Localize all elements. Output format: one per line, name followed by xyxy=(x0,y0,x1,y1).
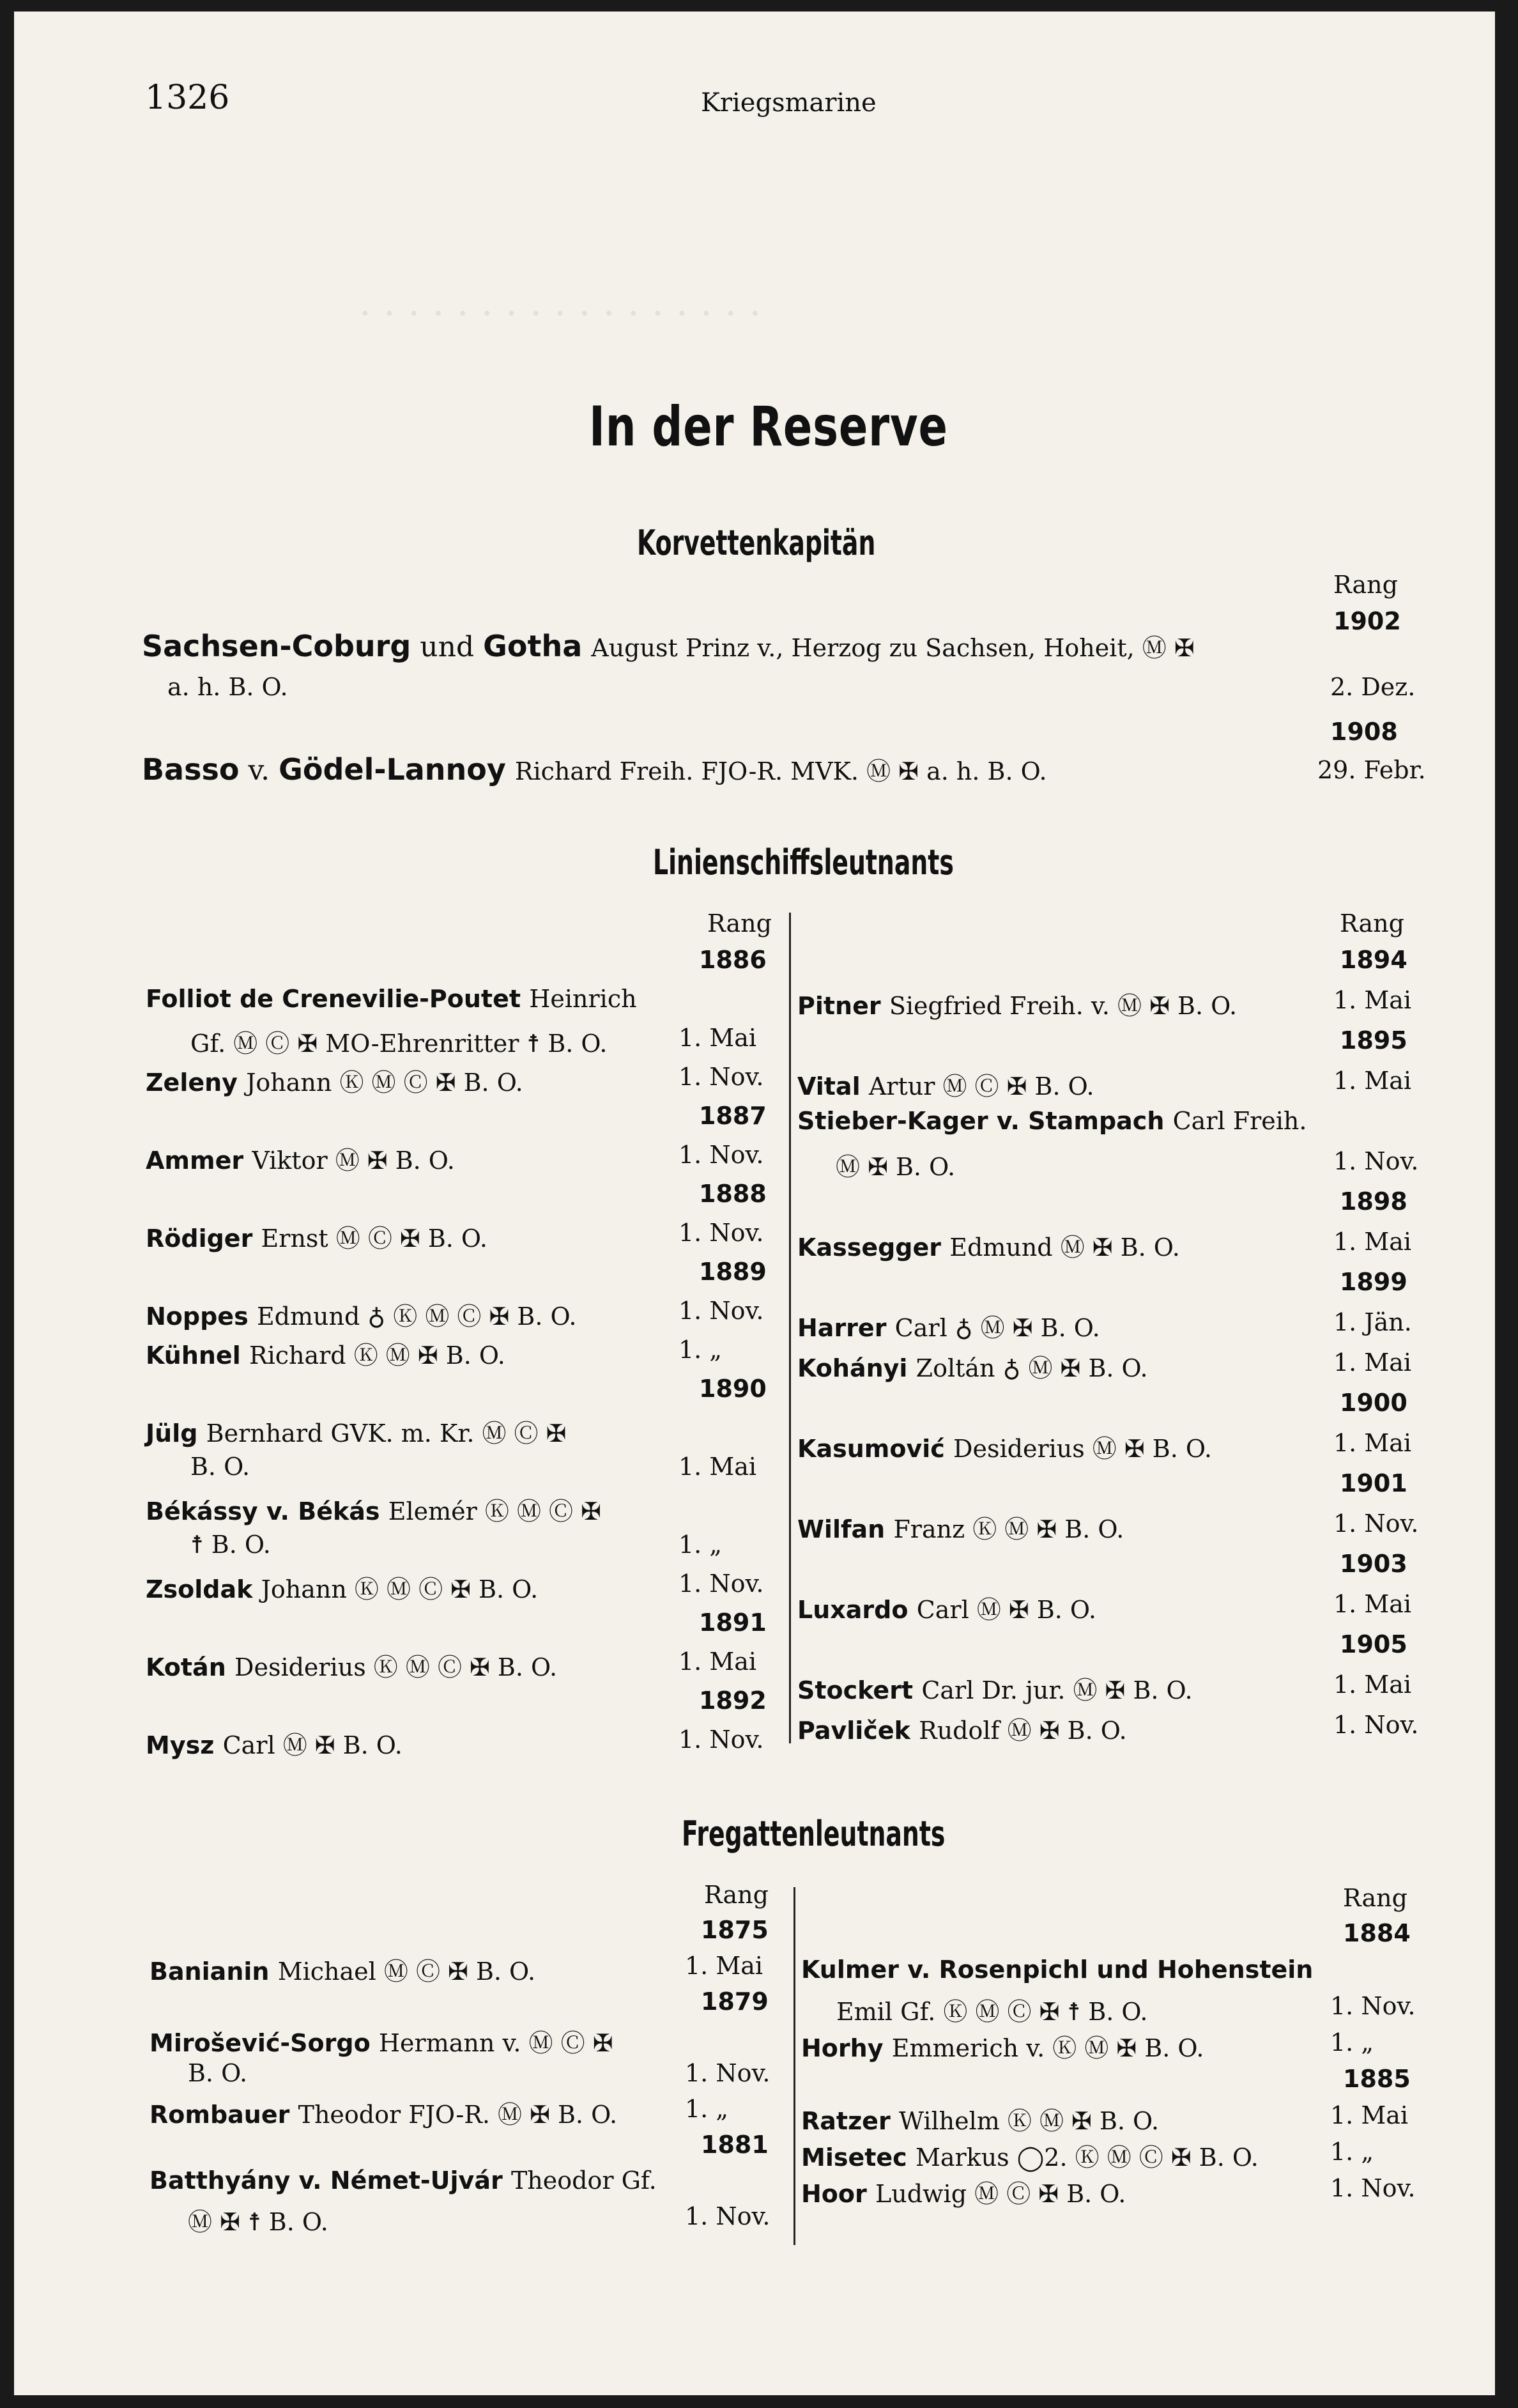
officer-entry xyxy=(797,1067,1094,1102)
officer-name: Kohányi xyxy=(797,1354,916,1382)
rank-date: 1. Mai xyxy=(678,1453,757,1481)
officer-details: Gf. Ⓜ Ⓒ ✠ MO-Ehrenritter ☨ B. O. xyxy=(190,1030,608,1058)
rank-date: 1. Mai xyxy=(1333,1067,1412,1095)
column-divider xyxy=(789,913,791,1743)
rank-date: 1. Mai xyxy=(685,1952,763,1980)
rank-date: 1. Nov. xyxy=(685,2202,770,2230)
rank-date: 1. Nov. xyxy=(678,1219,764,1247)
entry-name: Sachsen-Coburg xyxy=(142,629,411,663)
officer-entry xyxy=(801,1956,1313,1984)
officer-name: Zeleny xyxy=(146,1069,247,1097)
officer-name: Kulmer v. Rosenpichl und Hohenstein xyxy=(801,1956,1314,1984)
officer-name: Noppes xyxy=(146,1302,257,1331)
entry-continuation xyxy=(190,1453,250,1481)
officer-entry xyxy=(797,1590,1096,1625)
officer-name: Kotán xyxy=(146,1653,234,1681)
linien-heading: Linienschiffsleutnants xyxy=(653,842,954,883)
officer-name: Folliot de Crenevilie-Poutet xyxy=(146,985,530,1013)
officer-name: Horhy xyxy=(801,2034,892,2062)
officer-details: Theodor Gf. xyxy=(510,2166,657,2195)
officer-name: Harrer xyxy=(797,1314,895,1342)
rank-date: 1. Mai xyxy=(1330,2101,1409,2129)
rang-label-left: Rang xyxy=(704,1881,769,1909)
rang-label: Rang xyxy=(1333,571,1398,599)
officer-details: Ludwig Ⓜ Ⓒ ✠ B. O. xyxy=(875,2180,1126,2208)
fregatten-heading: Fregattenleutnants xyxy=(682,1814,946,1854)
korvetten-heading: Korvettenkapitän xyxy=(637,523,876,563)
officer-details: Edmund Ⓜ ✠ B. O. xyxy=(949,1233,1180,1262)
korvetten-entry-2-date: 29. Febr. xyxy=(1317,756,1426,784)
officer-details: Ⓜ ✠ B. O. xyxy=(836,1153,956,1181)
rank-year: 1875 xyxy=(701,1916,769,1944)
officer-name: Rödiger xyxy=(146,1224,261,1253)
entry-und: und xyxy=(420,631,475,663)
rank-date: 1. Nov. xyxy=(1330,1992,1416,2020)
officer-entry xyxy=(801,2138,1259,2173)
running-title: Kriegsmarine xyxy=(701,88,877,118)
rank-year: 1888 xyxy=(699,1180,767,1208)
rank-year: 1908 xyxy=(1330,718,1398,746)
rank-date: 1. Mai xyxy=(1333,1228,1412,1256)
officer-entry xyxy=(146,1219,487,1254)
entry-name: Basso xyxy=(142,752,240,787)
column-divider xyxy=(793,1887,795,2245)
officer-details: Bernhard GVK. m. Kr. Ⓜ Ⓒ ✠ xyxy=(206,1419,567,1447)
officer-entry xyxy=(797,1228,1180,1263)
officer-details: Ernst Ⓜ Ⓒ ✠ B. O. xyxy=(261,1224,487,1253)
officer-name: Mysz xyxy=(146,1731,223,1759)
rank-year: 1885 xyxy=(1343,2065,1411,2093)
korvetten-entry-1-line2: a. h. B. O. xyxy=(167,673,288,701)
officer-details: Heinrich xyxy=(529,985,637,1013)
rank-date: 1. Nov. xyxy=(1333,1509,1419,1538)
officer-entry xyxy=(146,1570,538,1605)
rank-year: 1884 xyxy=(1343,1919,1411,1947)
officer-details: Rudolf Ⓜ ✠ B. O. xyxy=(919,1717,1127,1745)
officer-details: Desiderius Ⓜ ✠ B. O. xyxy=(953,1435,1212,1463)
officer-entry xyxy=(146,1063,523,1098)
officer-details: Carl ♁ Ⓜ ✠ B. O. xyxy=(894,1314,1100,1342)
page-title: In der Reserve xyxy=(589,395,948,459)
rank-year: 1886 xyxy=(699,946,767,974)
officer-details: Siegfried Freih. v. Ⓜ ✠ B. O. xyxy=(889,992,1238,1020)
rank-date: 1. Mai xyxy=(1333,1429,1412,1457)
officer-name: Kühnel xyxy=(146,1341,249,1370)
officer-name: Stockert xyxy=(797,1676,922,1704)
entry-v: v. xyxy=(248,754,270,787)
rank-date: 1. Nov. xyxy=(678,1141,764,1169)
entry-continuation xyxy=(190,1024,607,1059)
officer-details: Markus ◯2. Ⓚ Ⓜ Ⓒ ✠ B. O. xyxy=(915,2143,1259,2172)
officer-details: Carl Freih. xyxy=(1172,1107,1307,1135)
rank-year: 1890 xyxy=(699,1375,767,1403)
officer-details: Johann Ⓚ Ⓜ Ⓒ ✠ B. O. xyxy=(261,1575,539,1603)
rang-label-left: Rang xyxy=(707,909,772,938)
officer-entry xyxy=(146,1648,557,1683)
entry-rest: August Prinz v., Herzog zu Sachsen, Hoheit, Ⓜ ✠ xyxy=(591,634,1195,662)
officer-details: Carl Ⓜ ✠ B. O. xyxy=(222,1731,402,1759)
rank-date: 1. Nov. xyxy=(678,1570,764,1598)
entry-continuation xyxy=(188,2202,328,2237)
rank-year: 1889 xyxy=(699,1258,767,1286)
officer-details: Ⓜ ✠ ☨ B. O. xyxy=(188,2208,328,2236)
officer-details: Zoltán ♁ Ⓜ ✠ B. O. xyxy=(916,1354,1148,1382)
officer-name: Zsoldak xyxy=(146,1575,261,1603)
officer-entry xyxy=(797,1107,1307,1135)
rank-year: 1895 xyxy=(1340,1026,1407,1054)
officer-entry xyxy=(797,1308,1100,1343)
rank-year: 1902 xyxy=(1333,607,1401,635)
rank-year: 1881 xyxy=(701,2131,769,2159)
officer-entry xyxy=(801,2101,1159,2136)
officer-name: Hoor xyxy=(801,2180,875,2208)
rank-date: 1. Mai xyxy=(1333,986,1412,1014)
rank-date: 1. Nov. xyxy=(1330,2174,1416,2202)
rank-year: 1887 xyxy=(699,1102,767,1130)
officer-name: Kasumović xyxy=(797,1435,954,1463)
rank-date: 1. Mai xyxy=(1333,1671,1412,1699)
rank-year: 1879 xyxy=(701,1987,769,2016)
officer-entry xyxy=(150,2095,617,2130)
officer-entry xyxy=(797,986,1237,1021)
rank-year: 1903 xyxy=(1340,1550,1407,1578)
entry-continuation xyxy=(836,1992,1147,2027)
rank-year: 1892 xyxy=(699,1686,767,1715)
entry-name2: Gödel-Lannoy xyxy=(279,752,506,787)
officer-details: Johann Ⓚ Ⓜ Ⓒ ✠ B. O. xyxy=(246,1069,523,1097)
officer-details: Desiderius Ⓚ Ⓜ Ⓒ ✠ B. O. xyxy=(234,1653,558,1681)
rank-date: 1. Mai xyxy=(678,1648,757,1676)
officer-entry xyxy=(801,2028,1204,2064)
officer-entry xyxy=(150,2166,657,2195)
officer-name: Ratzer xyxy=(801,2107,899,2135)
entry-rest: Richard Freih. FJO-R. MVK. Ⓜ ✠ a. h. B. O. xyxy=(514,757,1047,785)
officer-details: Hermann v. Ⓜ Ⓒ ✠ xyxy=(378,2029,613,2057)
officer-entry xyxy=(797,1711,1127,1746)
entry-continuation xyxy=(188,2059,247,2087)
officer-entry xyxy=(146,985,637,1013)
rank-date: 1. „ xyxy=(678,1531,723,1559)
officer-name: Luxardo xyxy=(797,1596,917,1624)
officer-name: Békássy v. Békás xyxy=(146,1497,388,1525)
rank-year: 1905 xyxy=(1340,1630,1407,1658)
officer-name: Vital xyxy=(797,1072,869,1100)
officer-details: B. O. xyxy=(190,1453,250,1481)
officer-details: Franz Ⓚ Ⓜ ✠ B. O. xyxy=(893,1515,1124,1543)
officer-name: Banianin xyxy=(150,1957,278,1986)
rank-date: 1. Nov. xyxy=(678,1725,764,1754)
officer-entry xyxy=(146,1414,566,1449)
rank-year: 1891 xyxy=(699,1609,767,1637)
page-number: 1326 xyxy=(145,79,230,117)
rank-date: 1. Mai xyxy=(1333,1348,1412,1377)
officer-entry xyxy=(146,1141,455,1176)
rank-date: 1. Mai xyxy=(678,1024,757,1052)
officer-details: Emmerich v. Ⓚ Ⓜ ✠ B. O. xyxy=(891,2034,1204,2062)
officer-details: Elemér Ⓚ Ⓜ Ⓒ ✠ xyxy=(388,1497,601,1525)
rank-date: 1. Nov. xyxy=(1333,1711,1419,1739)
officer-name: Stieber-Kager v. Stampach xyxy=(797,1107,1173,1135)
rang-label-right: Rang xyxy=(1340,909,1404,938)
officer-details: ☨ B. O. xyxy=(190,1531,271,1559)
officer-entry xyxy=(150,2023,613,2058)
entry-continuation xyxy=(836,1147,955,1182)
entry-continuation xyxy=(190,1531,271,1559)
officer-name: Kassegger xyxy=(797,1233,950,1262)
officer-name: Misetec xyxy=(801,2143,916,2172)
rank-date: 1. „ xyxy=(1330,2138,1374,2166)
rank-date: 1. „ xyxy=(678,1336,723,1364)
officer-details: Richard Ⓚ Ⓜ ✠ B. O. xyxy=(249,1341,505,1370)
rank-date: 1. Jän. xyxy=(1333,1308,1412,1336)
rank-year: 1899 xyxy=(1340,1268,1407,1296)
officer-entry xyxy=(797,1509,1124,1545)
korvetten-entry-2 xyxy=(142,752,1047,787)
rank-date: 1. Mai xyxy=(1333,1590,1412,1618)
officer-entry xyxy=(146,1297,577,1332)
officer-entry xyxy=(146,1725,402,1761)
officer-details: Emil Gf. Ⓚ Ⓜ Ⓒ ✠ ☨ B. O. xyxy=(836,1998,1148,2026)
rang-label-right: Rang xyxy=(1343,1884,1407,1912)
officer-name: Jülg xyxy=(146,1419,206,1447)
korvetten-entry-1-date: 2. Dez. xyxy=(1330,673,1416,701)
officer-entry xyxy=(146,1492,601,1527)
officer-entry xyxy=(797,1348,1148,1384)
officer-details: Carl Dr. jur. Ⓜ ✠ B. O. xyxy=(921,1676,1193,1704)
officer-name: Mirošević-Sorgo xyxy=(150,2029,379,2057)
officer-details: Artur Ⓜ Ⓒ ✠ B. O. xyxy=(868,1072,1094,1100)
officer-entry xyxy=(150,1952,535,1987)
officer-details: Theodor FJO-R. Ⓜ ✠ B. O. xyxy=(298,2101,618,2129)
rank-year: 1894 xyxy=(1340,946,1407,974)
officer-entry xyxy=(797,1671,1193,1706)
officer-name: Ammer xyxy=(146,1146,252,1175)
rank-date: 1. Nov. xyxy=(678,1297,764,1325)
page xyxy=(14,12,1495,2395)
korvetten-entry-1 xyxy=(142,628,1195,663)
officer-details: Viktor Ⓜ ✠ B. O. xyxy=(252,1146,455,1175)
officer-entry xyxy=(797,1429,1212,1464)
officer-name: Batthyány v. Német-Ujvár xyxy=(150,2166,511,2195)
officer-name: Wilfan xyxy=(797,1515,894,1543)
officer-details: Wilhelm Ⓚ Ⓜ ✠ B. O. xyxy=(898,2107,1160,2135)
officer-entry xyxy=(801,2174,1126,2209)
rank-date: 1. Nov. xyxy=(1333,1147,1419,1175)
officer-details: Edmund ♁ Ⓚ Ⓜ Ⓒ ✠ B. O. xyxy=(256,1302,577,1331)
entry-name2: Gotha xyxy=(483,629,583,663)
rank-year: 1901 xyxy=(1340,1469,1407,1497)
rank-year: 1898 xyxy=(1340,1187,1407,1216)
officer-entry xyxy=(146,1336,505,1371)
rank-date: 1. „ xyxy=(685,2095,729,2123)
officer-details: Carl Ⓜ ✠ B. O. xyxy=(916,1596,1096,1624)
officer-name: Pavliček xyxy=(797,1717,919,1745)
rank-date: 1. Nov. xyxy=(678,1063,764,1091)
officer-name: Rombauer xyxy=(150,2101,298,2129)
rank-date: 1. „ xyxy=(1330,2028,1374,2057)
officer-name: Pitner xyxy=(797,992,889,1020)
officer-details: Michael Ⓜ Ⓒ ✠ B. O. xyxy=(277,1957,536,1986)
bleed-through-text: . . . . . . . . . . . . . . . . . xyxy=(359,280,762,325)
officer-details: B. O. xyxy=(188,2059,248,2087)
rank-year: 1900 xyxy=(1340,1389,1407,1417)
rank-date: 1. Nov. xyxy=(685,2059,770,2087)
